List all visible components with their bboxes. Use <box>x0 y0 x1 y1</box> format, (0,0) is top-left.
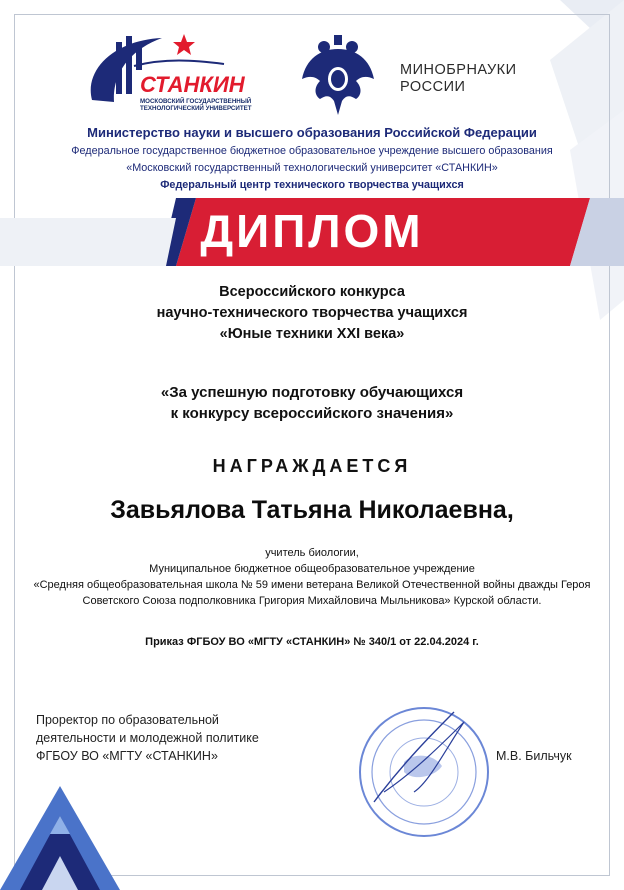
contest-line-3: «Юные техники XXI века» <box>219 326 405 342</box>
nomination-line-2: к конкурсу всероссийского значения» <box>170 405 454 422</box>
ministry-short-line-1: МИНОБРНАУКИ <box>400 62 517 78</box>
institution-line-2: «Московский государственный технологический университет «СТАНКИН» <box>126 162 498 174</box>
diploma-title: ДИПЛОМ <box>200 205 424 257</box>
ministry-short-name <box>400 62 517 96</box>
order-reference: Приказ ФГБОУ ВО «МГТУ «СТАНКИН» № 340/1 от 22.04.2024 г. <box>145 636 479 648</box>
recipient-name: Завьялова Татьяна Николаевна, <box>110 496 514 524</box>
signatory-name: М.В. Бильчук <box>496 749 572 763</box>
contest-line-2: научно-технического творчества учащихся <box>156 305 468 321</box>
stankin-logo <box>84 30 252 122</box>
recipient-org-line-3: Советского Союза подполковника Григория Михайловича Мыльникова» Курской области. <box>82 595 542 607</box>
contest-line-1: Всероссийского конкурса <box>219 284 405 300</box>
awarded-label: НАГРАЖДАЕТСЯ <box>212 456 412 476</box>
ministry-title: Министерство науки и высшего образования Российской Федерации <box>87 125 537 140</box>
ministry-short-line-2: РОССИИ <box>400 79 466 95</box>
recipient-position: учитель биологии, <box>265 547 359 559</box>
signatory-role-line-3: ФГБОУ ВО «МГТУ «СТАНКИН» <box>36 749 218 763</box>
nomination-line-1: «За успешную подготовку обучающихся <box>160 384 464 401</box>
official-stamp-icon <box>344 692 494 842</box>
stankin-wordmark: СТАНКИН <box>140 72 245 97</box>
corner-triangle-decoration <box>0 786 120 890</box>
stankin-subtitle: МОСКОВСКИЙ ГОСУДАРСТВЕННЫЙ ТЕХНОЛОГИЧЕСКИЙ УНИВЕРСИТЕТ <box>140 98 252 112</box>
signatory-role <box>36 711 316 765</box>
signatory-role-line-1: Проректор по образовательной <box>36 713 219 727</box>
institution-line-1: Федеральное государственное бюджетное образовательное учреждение высшего образования <box>71 145 553 157</box>
center-name: Федеральный центр технического творчества учащихся <box>160 179 464 191</box>
recipient-org-line-1: Муниципальное бюджетное общеобразовательное учреждение <box>149 563 475 575</box>
recipient-org-line-2: «Средняя общеобразовательная школа № 59 имени ветерана Великой Отечественной войны дважды Героя <box>33 579 591 591</box>
signatory-role-line-2: деятельности и молодежной политике <box>36 731 259 745</box>
double-headed-eagle-icon <box>300 35 376 119</box>
